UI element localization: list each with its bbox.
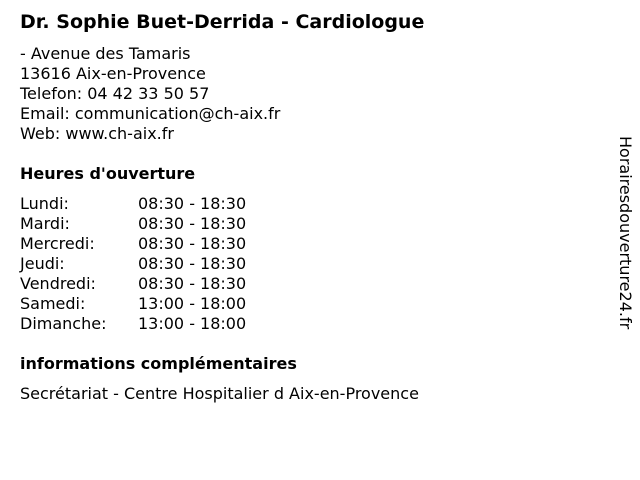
day-label: Jeudi: bbox=[20, 254, 65, 273]
day-label: Mercredi: bbox=[20, 234, 95, 253]
website: Web: www.ch-aix.fr bbox=[20, 124, 174, 143]
time-range: 08:30 - 18:30 bbox=[138, 234, 247, 253]
city-address: 13616 Aix-en-Provence bbox=[20, 64, 206, 83]
day-label: Dimanche: bbox=[20, 314, 107, 333]
time-range: 08:30 - 18:30 bbox=[138, 214, 247, 233]
day-label: Vendredi: bbox=[20, 274, 96, 293]
hours-row bbox=[20, 254, 246, 274]
hours-row bbox=[20, 314, 246, 334]
time-range: 13:00 - 18:00 bbox=[138, 314, 247, 333]
page-title: Dr. Sophie Buet-Derrida - Cardiologue bbox=[20, 11, 425, 33]
hours-row bbox=[20, 274, 246, 294]
hours-row bbox=[20, 294, 246, 314]
email-address: Email: communication@ch-aix.fr bbox=[20, 104, 281, 123]
hours-row bbox=[20, 194, 246, 214]
hours-table bbox=[20, 194, 246, 334]
phone-number: Telefon: 04 42 33 50 57 bbox=[20, 84, 210, 103]
day-label: Lundi: bbox=[20, 194, 69, 213]
time-range: 08:30 - 18:30 bbox=[138, 274, 247, 293]
street-address: - Avenue des Tamaris bbox=[20, 44, 191, 63]
info-heading: informations complémentaires bbox=[20, 354, 297, 373]
day-label: Mardi: bbox=[20, 214, 70, 233]
watermark-text: Horairesdouverture24.fr bbox=[616, 136, 635, 330]
address-block bbox=[20, 44, 280, 144]
hours-row bbox=[20, 214, 246, 234]
watermark bbox=[612, 136, 636, 372]
hours-row bbox=[20, 234, 246, 254]
time-range: 08:30 - 18:30 bbox=[138, 194, 247, 213]
info-text: Secrétariat - Centre Hospitalier d Aix-en-Provence bbox=[20, 384, 419, 403]
hours-heading: Heures d'ouverture bbox=[20, 164, 196, 183]
time-range: 08:30 - 18:30 bbox=[138, 254, 247, 273]
day-label: Samedi: bbox=[20, 294, 86, 313]
time-range: 13:00 - 18:00 bbox=[138, 294, 247, 313]
